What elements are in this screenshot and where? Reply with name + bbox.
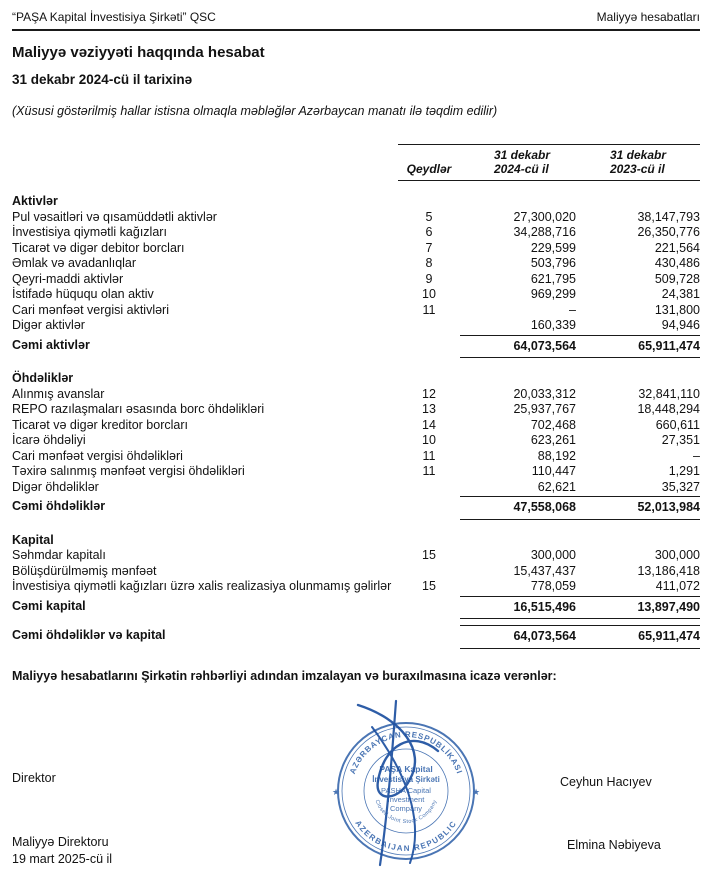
table-row	[12, 464, 700, 480]
table-section-header	[12, 194, 700, 210]
row-value-2023: 38,147,793	[637, 209, 700, 224]
table-row	[12, 225, 700, 241]
column-header-2023	[576, 144, 700, 181]
row-note: 11	[422, 448, 436, 463]
row-value-2023: 509,728	[654, 271, 700, 286]
row-note: 11	[422, 302, 436, 317]
row-note: 7	[425, 240, 433, 255]
table-total-row	[12, 496, 700, 520]
table-row	[12, 303, 700, 319]
row-value-2024: –	[569, 302, 576, 317]
row-label: Ticarət və digər debitor borcları	[12, 240, 185, 255]
financial-position-table	[12, 144, 700, 649]
signatory-name-director: Ceyhun Hacıyev	[560, 774, 652, 789]
row-value-2024: 110,447	[531, 464, 576, 478]
page-header	[12, 8, 700, 24]
row-value-2024: 34,288,716	[513, 225, 576, 239]
table-total-row	[12, 596, 700, 620]
row-note: 9	[425, 271, 433, 286]
table-row	[12, 241, 700, 257]
row-note: 5	[425, 209, 433, 224]
row-value-2023: 32,841,110	[638, 386, 700, 401]
column-header-2023-line2: 2023-cü il	[610, 162, 665, 176]
row-label: Bölüşdürülməmiş mənfəət	[12, 563, 157, 578]
signature-section	[12, 685, 700, 866]
row-label: Cəmi aktivlər	[12, 337, 90, 352]
row-value-2024: 62,621	[537, 479, 576, 494]
row-value-2023: 18,448,294	[637, 402, 700, 416]
row-note: 15	[422, 579, 436, 593]
row-value-2023: 660,611	[655, 417, 700, 432]
table-row	[12, 579, 700, 595]
stamp-center-line-3: PASHA Capital	[381, 785, 431, 795]
row-label: Ticarət və digər kreditor borcları	[12, 417, 188, 432]
row-value-2024: 64,073,564	[460, 335, 576, 359]
row-label: Alınmış avanslar	[12, 386, 105, 401]
table-row	[12, 402, 700, 418]
approval-statement: Maliyyə hesabatlarını Şirkətin rəhbərliyi adından imzalayan və buraxılmasına icazə verənlər:	[12, 668, 557, 683]
column-header-2024-line1: 31 dekabr	[494, 148, 551, 162]
row-value-2024: 503,796	[530, 256, 576, 270]
row-label: REPO razılaşmaları əsasında borc öhdəlikləri	[12, 402, 265, 416]
row-label: Cari mənfəət vergisi öhdəlikləri	[12, 448, 183, 463]
table-section-header	[12, 533, 700, 549]
table-body	[12, 194, 700, 649]
column-header-2024-line2: 2024-cü il	[494, 162, 549, 176]
stamp-ring-top-text: AZƏRBAYCAN RESPUBLİKASI	[347, 729, 465, 775]
table-row	[12, 548, 700, 564]
row-note: 6	[425, 225, 433, 239]
report-subtitle: 31 dekabr 2024-cü il tarixinə	[12, 72, 193, 87]
row-label: Cəmi öhdəliklər və kapital	[12, 628, 166, 642]
table-row	[12, 256, 700, 272]
row-label: İstifadə hüququ olan aktiv	[12, 287, 154, 301]
row-note: 13	[422, 402, 436, 416]
signatory-role-director: Direktor	[12, 770, 56, 785]
table-row	[12, 564, 700, 580]
row-value-2024: 621,795	[530, 271, 576, 286]
row-value-2023: 65,911,474	[576, 335, 700, 359]
row-value-2024: 300,000	[530, 548, 576, 562]
table-row	[12, 449, 700, 465]
table-section-header	[12, 371, 700, 387]
row-value-2023: 221,564	[654, 240, 700, 255]
row-value-2023: 13,897,490	[576, 596, 700, 620]
stamp-star-left-icon: ★	[331, 786, 341, 797]
row-label: İnvestisiya qiymətli kağızları	[12, 225, 167, 239]
header-divider	[12, 29, 700, 31]
table-row	[12, 433, 700, 449]
row-label: Kapital	[12, 532, 54, 547]
table-row	[12, 387, 700, 403]
round-stamp-icon	[332, 723, 480, 859]
row-label: Öhdəliklər	[12, 371, 74, 385]
row-label: Digər öhdəliklər	[12, 479, 99, 494]
row-label: Digər aktivlər	[12, 318, 85, 332]
row-label: Cari mənfəət vergisi aktivləri	[12, 302, 169, 317]
company-stamp-and-signature	[288, 679, 528, 869]
stamp-star-right-icon: ★	[471, 786, 481, 797]
row-note: 11	[422, 464, 436, 478]
stamp-center-line-4: Investment	[387, 794, 425, 804]
row-note: 15	[422, 548, 436, 562]
row-note: 10	[422, 287, 436, 301]
row-note: 10	[422, 433, 436, 447]
row-note	[398, 352, 460, 358]
row-note	[398, 613, 460, 619]
table-header-row	[12, 144, 700, 181]
stamp-inner-bottom-text: Closed Joint Stock Company	[373, 798, 439, 825]
report-title: Maliyyə vəziyyəti haqqında hesabat	[12, 44, 265, 61]
row-value-2023: 131,800	[654, 302, 700, 317]
table-row	[12, 318, 700, 334]
signatory-role-finance-director: Maliyyə Direktoru	[12, 834, 109, 849]
table-total-row	[12, 625, 700, 649]
row-value-2023: 35,327	[661, 479, 700, 494]
table-row	[12, 480, 700, 496]
stamp-ring-bottom-text: AZERBAIJAN REPUBLIC	[353, 818, 459, 853]
row-label: Cəmi kapital	[12, 598, 86, 613]
row-value-2024: 25,937,767	[513, 402, 576, 416]
row-note: 8	[425, 256, 433, 270]
row-value-2023: 411,072	[655, 579, 700, 593]
row-value-2023: 52,013,984	[576, 496, 700, 520]
row-value-2024: 229,599	[530, 240, 576, 255]
row-label: Təxirə salınmış mənfəət vergisi öhdəlikləri	[12, 464, 245, 478]
signatory-name-finance-director: Elmina Nəbiyeva	[567, 837, 661, 852]
row-label: İcarə öhdəliyi	[12, 433, 86, 447]
column-header-notes: Qeydlər	[398, 144, 460, 181]
row-value-2024: 27,300,020	[513, 209, 576, 224]
row-value-2023: 1,291	[668, 464, 700, 478]
row-value-2023: 430,486	[654, 256, 700, 270]
stamp-center-line-1: PAŞA Kapital	[379, 763, 433, 774]
row-note	[398, 514, 460, 520]
row-value-2024: 88,192	[537, 448, 576, 463]
column-header-2024	[460, 144, 576, 181]
row-label: İnvestisiya qiymətli kağızları üzrə xalis realizasiya olunmamış gəlirlər	[12, 579, 392, 593]
row-value-2024: 623,261	[530, 433, 576, 447]
table-row	[12, 210, 700, 226]
row-value-2023: 300,000	[654, 548, 700, 562]
company-name: “PAŞA Kapital İnvestisiya Şirkəti” QSC	[12, 10, 216, 24]
row-label: Səhmdar kapitalı	[12, 548, 106, 562]
currency-note: (Xüsusi göstərilmiş hallar istisna olmaqla məbləğlər Azərbaycan manatı ilə təqdim edilir)	[12, 104, 498, 118]
row-label: Aktivlər	[12, 194, 58, 208]
table-total-row	[12, 335, 700, 359]
row-value-2024: 969,299	[530, 287, 576, 301]
row-value-2024: 702,468	[530, 417, 576, 432]
table-row	[12, 272, 700, 288]
row-label: Pul vəsaitləri və qısamüddətli aktivlər	[12, 209, 217, 224]
row-value-2023: 24,381	[661, 287, 700, 301]
row-value-2024: 64,073,564	[460, 625, 576, 649]
row-value-2024: 778,059	[530, 579, 576, 593]
row-note	[398, 643, 460, 649]
row-value-2023: 26,350,776	[637, 225, 700, 239]
table-row	[12, 418, 700, 434]
stamp-center-line-5: Company	[389, 803, 423, 813]
row-value-2024: 15,437,437	[513, 563, 576, 578]
table-row	[12, 287, 700, 303]
row-label: Əmlak və avadanlıqlar	[12, 256, 137, 270]
row-value-2024: 160,339	[530, 318, 576, 332]
row-label: Qeyri-maddi aktivlər	[12, 271, 124, 286]
column-header-2023-line1: 31 dekabr	[610, 148, 667, 162]
row-note: 14	[422, 417, 436, 432]
row-value-2023: 27,351	[661, 433, 700, 447]
report-section-label: Maliyyə hesabatları	[596, 10, 700, 24]
row-value-2024: 20,033,312	[513, 386, 576, 401]
report-date: 19 mart 2025-cü il	[12, 851, 113, 866]
row-note: 12	[422, 386, 436, 401]
header-label-spacer	[12, 144, 398, 181]
row-value-2024: 16,515,496	[460, 596, 576, 620]
stamp-center-line-2: İnvestisiya Şirkəti	[372, 774, 440, 784]
row-value-2023: 94,946	[661, 318, 700, 332]
row-value-2023: –	[693, 448, 700, 463]
row-value-2024: 47,558,068	[460, 496, 576, 520]
row-value-2023: 13,186,418	[637, 563, 700, 578]
row-value-2023: 65,911,474	[576, 625, 700, 649]
row-label: Cəmi öhdəliklər	[12, 499, 106, 513]
